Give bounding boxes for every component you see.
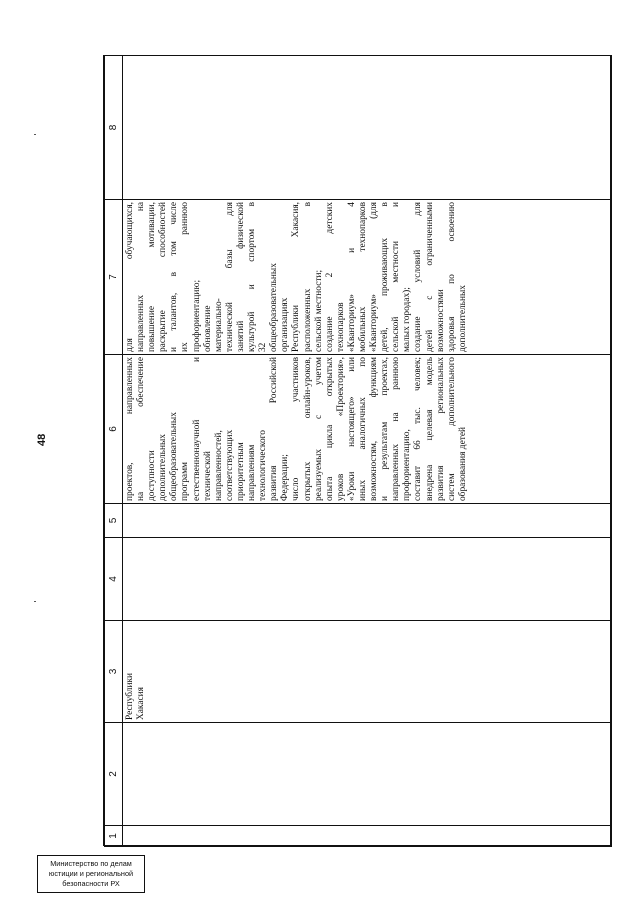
text-line: систем дополнительного — [446, 357, 457, 501]
margin-mark — [34, 601, 36, 602]
text-line: естественнонаучной и — [191, 357, 202, 501]
text-line: раскрытие способностей — [158, 202, 169, 352]
cell-col7 — [123, 200, 612, 355]
text-line: проектов, направленных — [125, 357, 135, 501]
text-line: составит 66 тыс. человек; — [413, 357, 424, 501]
region-line: Хакасия — [136, 687, 147, 720]
table-row — [123, 56, 612, 847]
text-line: малых городах); — [402, 287, 413, 352]
cell-col1 — [123, 826, 612, 847]
cell-col2 — [123, 723, 612, 826]
text-line: программ — [180, 462, 191, 501]
text-line: технологического — [258, 430, 269, 501]
text-line: 32 — [258, 342, 269, 352]
text-line: направлениям — [247, 444, 258, 501]
document-table — [104, 55, 612, 847]
text-line: создание условий для — [413, 202, 424, 352]
text-line: направленных на раннюю — [391, 357, 402, 501]
col-header-7: 7 — [105, 200, 123, 355]
document-table-frame — [103, 55, 611, 846]
text-line: доступности — [147, 450, 158, 501]
col-header-4: 4 — [105, 538, 123, 621]
text-line: направленных на — [136, 202, 147, 352]
col-header-1: 1 — [105, 826, 123, 847]
text-line: общеобразовательных — [269, 263, 280, 352]
text-line: мобильных технопарков — [357, 202, 368, 352]
text-line: и результатам проектах, — [380, 357, 391, 501]
col-header-6: 6 — [105, 355, 123, 504]
text-line: организациях — [280, 297, 291, 352]
text-line: уроков «Проектория», — [335, 357, 346, 501]
text-line: опыта цикла открытых — [324, 357, 335, 501]
text-line: «Кванториум» (для — [369, 202, 380, 352]
header-row — [105, 56, 123, 847]
text-line: технопарков — [335, 302, 346, 352]
text-line: число участников — [291, 357, 302, 501]
text-line: детей, проживающих в — [380, 202, 391, 352]
stamp-line: Министерство по делам — [50, 859, 132, 868]
text-line: и талантов, в том числе — [169, 202, 180, 352]
stamp-line: юстиции и региональной — [48, 869, 134, 878]
text-line: иных аналогичных по — [357, 357, 368, 501]
text-line: дополнительных — [457, 285, 468, 352]
text-line: их раннюю — [180, 202, 191, 352]
text-line: общеобразовательных — [169, 412, 180, 501]
text-line: Республики Хакасия, — [291, 202, 302, 352]
page-number: 48 — [36, 433, 48, 446]
text-line: открытых онлайн-уроков, — [302, 357, 313, 501]
text-line: приоритетным — [235, 442, 246, 501]
col-header-8: 8 — [105, 56, 123, 200]
text-line: на обеспечение — [136, 357, 147, 501]
text-line: возможностями — [435, 289, 446, 352]
text-line: здоровья по освоению — [446, 202, 457, 352]
text-line: для обучающихся, — [125, 202, 135, 352]
text-line: расположенных в — [302, 202, 313, 352]
text-line: занятий физической — [235, 202, 246, 352]
col-header-3: 3 — [105, 621, 123, 723]
text-line: детей с ограниченными — [424, 202, 435, 352]
text-line: культурой и спортом в — [247, 202, 258, 352]
text-line: технической базы для — [224, 202, 235, 352]
col-header-2: 2 — [105, 723, 123, 826]
text-line: внедрена целевая модель — [424, 357, 435, 501]
col-header-5: 5 — [105, 504, 123, 538]
text-line: образования детей — [457, 426, 468, 501]
text-line: профориентацию, — [402, 429, 413, 501]
text-line: создание 2 детских — [324, 202, 335, 352]
stamp-line: безопасности РХ — [62, 879, 120, 888]
cell-col4 — [123, 538, 612, 621]
margin-mark — [34, 134, 36, 135]
text-line: соответствующих — [224, 429, 235, 501]
text-line: дополнительных — [158, 434, 169, 501]
text-line: обновление — [202, 305, 213, 352]
text-line: профориентацию; — [191, 279, 202, 352]
text-line: технической — [202, 451, 213, 501]
cell-col8 — [123, 56, 612, 200]
region-line: Республики — [125, 672, 135, 720]
rotated-table-container — [104, 56, 612, 847]
text-line: развития региональных — [435, 357, 446, 501]
cell-col6 — [123, 355, 612, 504]
ministry-stamp — [37, 855, 145, 893]
text-line: направленностей, — [213, 430, 224, 501]
text-line: повышение мотивации, — [147, 202, 158, 352]
cell-col3 — [123, 621, 612, 723]
text-line: материально- — [213, 298, 224, 352]
text-line: сельской местности; — [313, 269, 324, 352]
cell-col5 — [123, 504, 612, 538]
text-line: возможностям, функциям — [369, 357, 380, 501]
text-line: развития Российской — [269, 357, 280, 501]
text-line: Федерации; — [280, 454, 291, 501]
text-line: «Кванториум» и 4 — [346, 202, 357, 352]
text-line: реализуемых с учетом — [313, 357, 324, 501]
text-line: сельской местности и — [391, 202, 402, 352]
text-line: «Уроки настоящего» или — [346, 357, 357, 501]
